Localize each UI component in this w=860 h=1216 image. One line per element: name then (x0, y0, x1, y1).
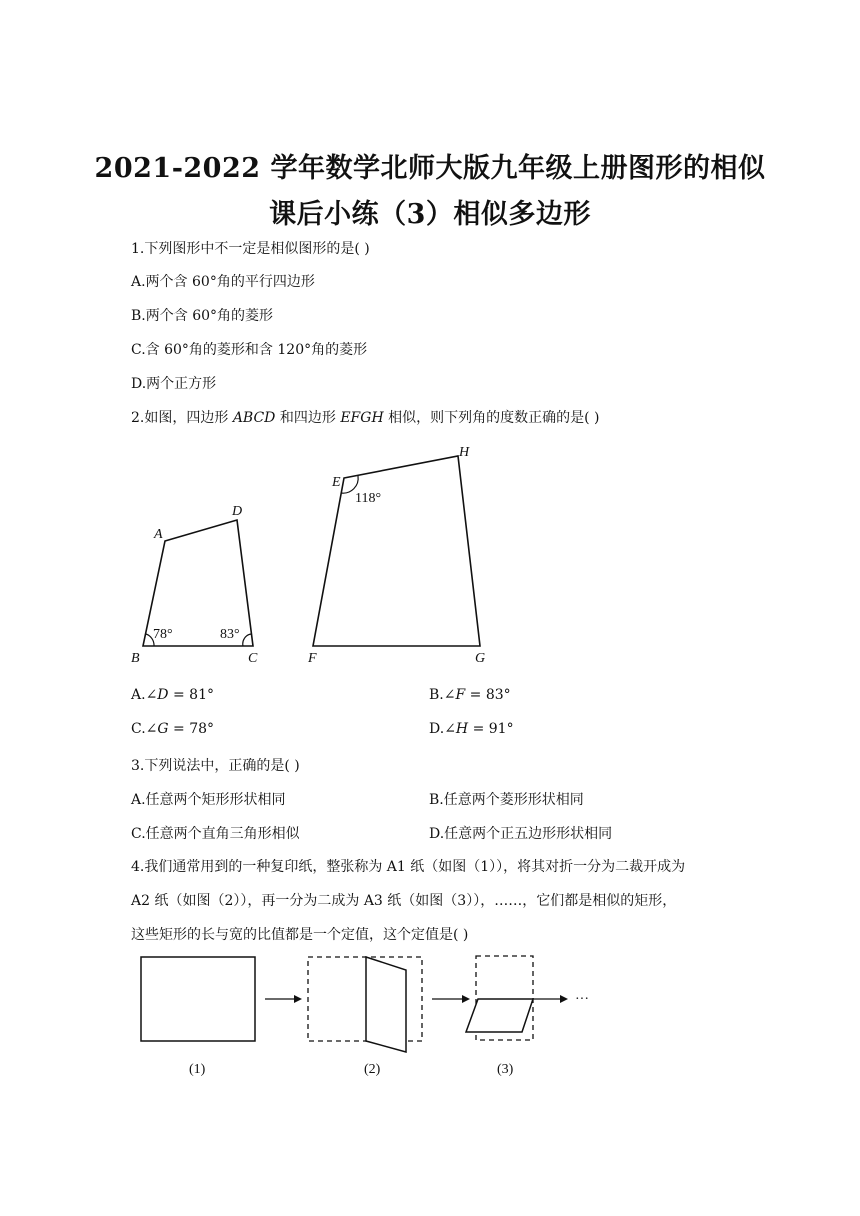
quadrilateral-abcd (131, 504, 258, 666)
angle-b-value: 78° (153, 627, 173, 642)
q2-option-b-value: = 83° (469, 687, 511, 703)
q1-option-b: B.两个含 60°角的菱形 (131, 308, 274, 324)
vertex-c-label: C (248, 651, 258, 666)
q2-option-d-value: = 91° (472, 721, 514, 737)
continuation-ellipsis: ··· (575, 992, 589, 1007)
q1-option-d: D.两个正方形 (131, 376, 217, 392)
figure-1-label: (1) (189, 1062, 206, 1077)
paper-figure-2 (308, 957, 422, 1052)
figure-2-label: (2) (364, 1062, 381, 1077)
q2-stem-suffix: 相似，则下列角的度数正确的是( ) (388, 410, 600, 426)
paper-figure-1 (141, 957, 255, 1041)
q3-option-c: C.任意两个直角三角形相似 (131, 826, 300, 842)
q2-option-d: D.∠H = 91° (429, 721, 514, 737)
vertex-g-label: G (475, 651, 486, 666)
a3-folded-sheet (466, 999, 533, 1032)
q3-option-b: B.任意两个菱形形状相同 (429, 792, 584, 808)
vertex-a-label: A (154, 527, 163, 542)
angle-e-value: 118° (355, 491, 382, 506)
vertex-f-label: F (308, 651, 317, 666)
q2-option-c-angle: ∠G (145, 721, 169, 737)
arrow-2 (432, 995, 470, 1003)
document-title-line2: 课后小练（3）相似多边形 (269, 199, 591, 230)
q4-stem-line2: A2 纸（如图（2）），再一分为二成为 A3 纸（如图（3）），……，它们都是相似的矩形， (131, 893, 677, 909)
q4-stem-line1: 4.我们通常用到的一种复印纸，整张称为 A1 纸（如图（1）），将其对折一分为二裁开成为 (131, 859, 686, 875)
q2-option-a: A.∠D = 81° (131, 687, 214, 703)
q2-quad2-name: EFGH (340, 410, 384, 426)
q4-stem-line3: 这些矩形的长与宽的比值都是一个定值，这个定值是( ) (131, 927, 469, 943)
arrow-3 (533, 995, 568, 1003)
q2-stem-prefix: 2.如图，四边形 (131, 410, 229, 426)
figure-3-label: (3) (497, 1062, 514, 1077)
angle-c-value: 83° (220, 627, 240, 642)
q2-option-c: C.∠G = 78° (131, 721, 215, 737)
arrow-1 (265, 995, 302, 1003)
vertex-d-label: D (232, 504, 243, 519)
q3-option-a: A.任意两个矩形形状相同 (131, 792, 286, 808)
q3-stem: 3.下列说法中，正确的是( ) (131, 758, 300, 774)
q2-stem-mid: 和四边形 (279, 410, 336, 426)
q2-option-a-value: = 81° (172, 687, 214, 703)
paper-figure-3 (466, 956, 533, 1040)
quadrilateral-efgh (307, 445, 485, 666)
q2-quad1-name: ABCD (232, 410, 276, 426)
a1-sheet (141, 957, 255, 1041)
q2-option-b: B.∠F = 83° (429, 687, 511, 703)
q2-option-a-angle: ∠D (145, 687, 169, 703)
vertex-b-label: B (131, 651, 140, 666)
vertex-h-label: H (459, 445, 470, 460)
q1-option-c: C.含 60°角的菱形和含 120°角的菱形 (131, 342, 368, 358)
q2-option-b-angle: ∠F (443, 687, 466, 703)
angle-c-arc (243, 634, 251, 646)
q1-stem: 1.下列图形中不一定是相似图形的是( ) (131, 241, 370, 257)
document-title-line1: 2021-2022 学年数学北师大版九年级上册图形的相似 (94, 153, 766, 184)
q3-option-d: D.任意两个正五边形形状相同 (429, 826, 613, 842)
vertex-e-label: E (332, 475, 341, 490)
q1-option-a: A.两个含 60°角的平行四边形 (131, 274, 315, 290)
a2-folded-sheet (366, 957, 406, 1052)
q2-option-d-angle: ∠H (444, 721, 469, 737)
q2-option-c-value: = 78° (173, 721, 215, 737)
